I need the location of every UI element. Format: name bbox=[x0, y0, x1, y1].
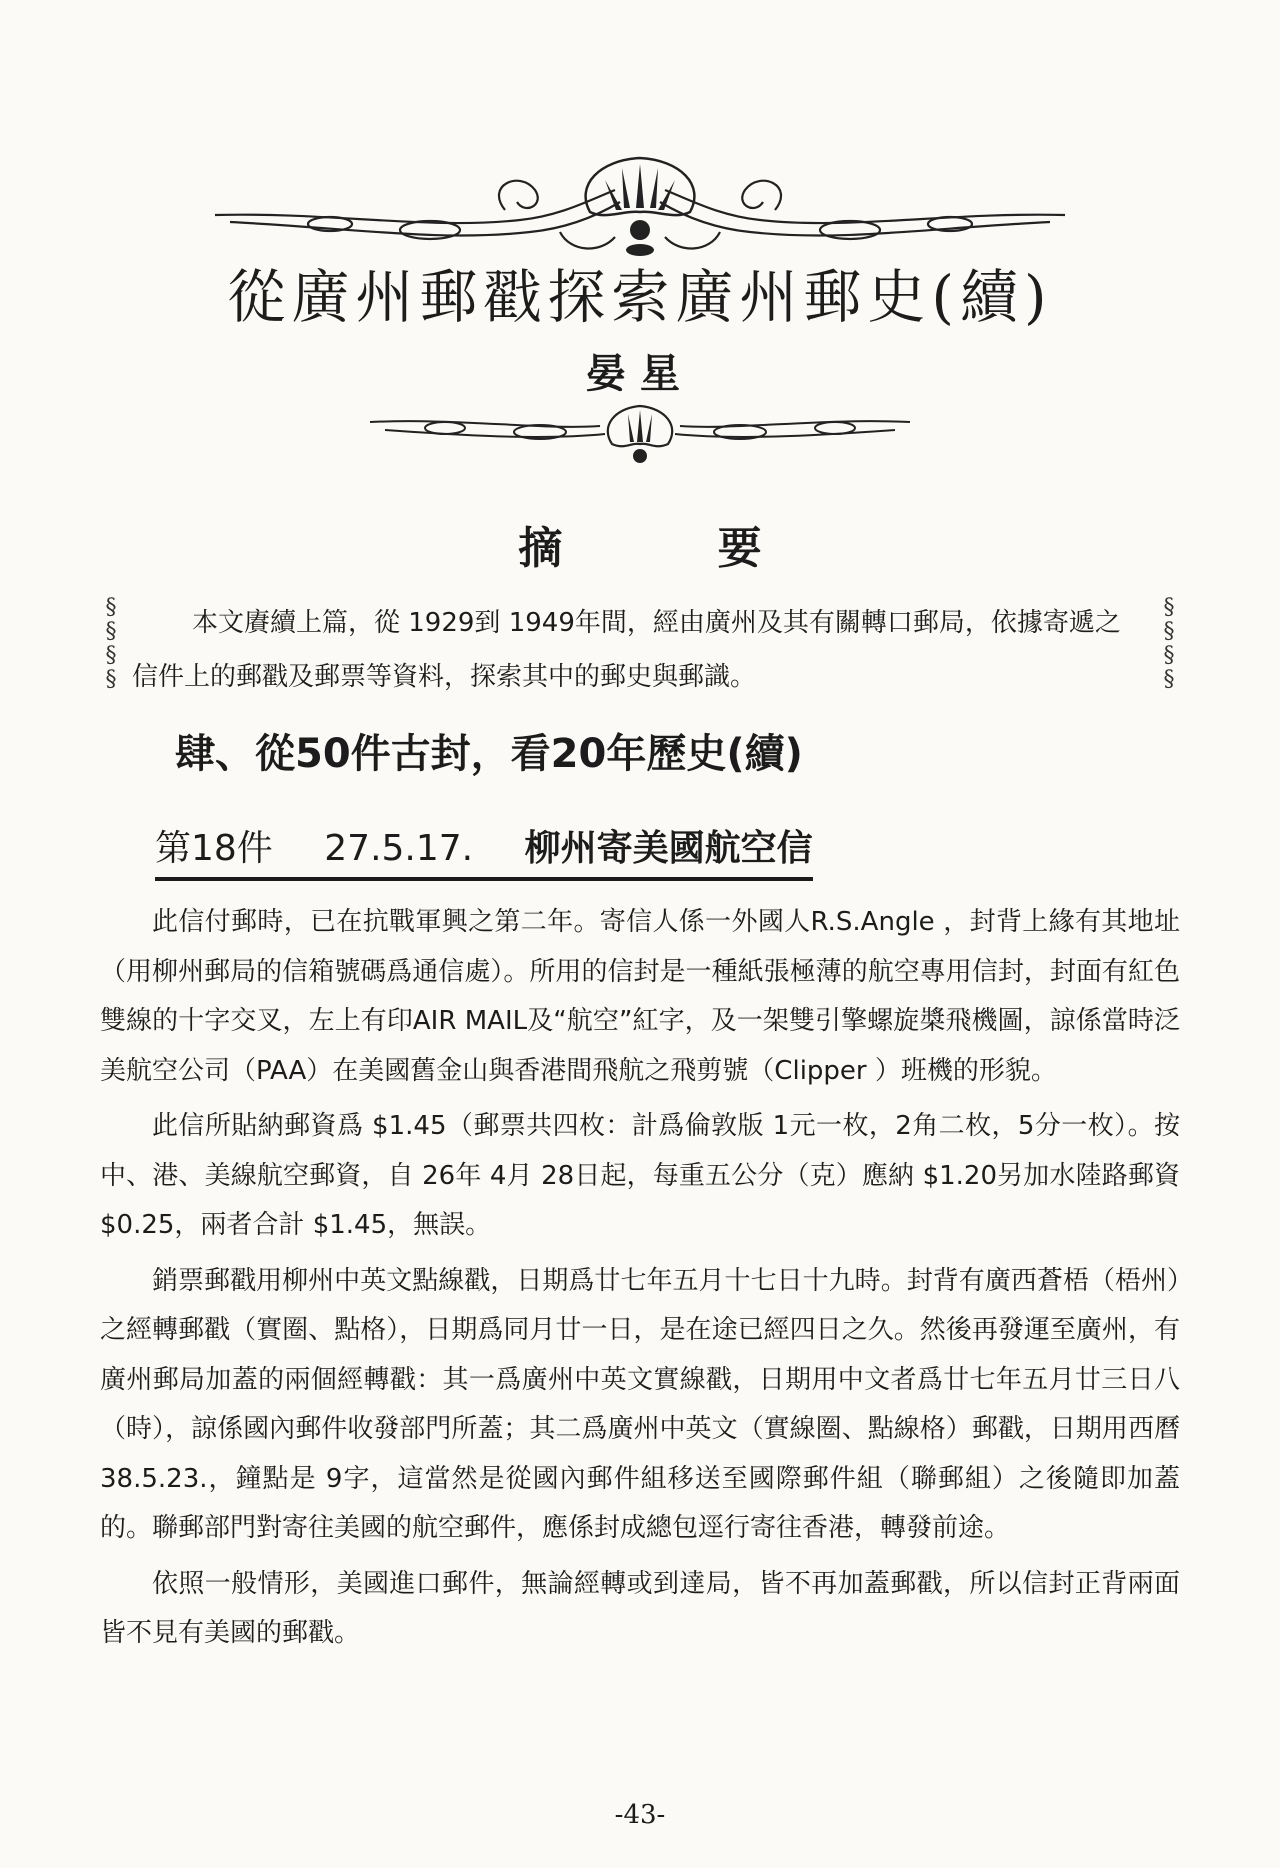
section-mark-right: § § § § bbox=[1163, 595, 1175, 692]
body-text bbox=[100, 898, 1180, 1665]
abstract-box bbox=[100, 596, 1180, 706]
top-ornament-divider bbox=[0, 150, 1280, 260]
item-title: 柳州寄美國航空信 bbox=[524, 828, 813, 869]
abstract-heading: 摘 要 bbox=[518, 523, 832, 574]
article-title: 從廣州郵戳探索廣州郵史(續) bbox=[227, 263, 1053, 331]
middle-ornament-divider bbox=[0, 400, 1280, 470]
paragraph: 此信所貼納郵資爲 $1.45（郵票共四枚：計爲倫敦版 1元一枚，2角二枚，5分一枚）。按中、港、美線航空郵資，自 26年 4月 28日起，每重五公分（克）應納 $1.20另加水陸路郵資 $0.25，兩者合計 $1.45，無誤。 bbox=[100, 1111, 1180, 1240]
section-mark-left: § § § § bbox=[105, 595, 117, 692]
paragraph: 此信付郵時，已在抗戰軍興之第二年。寄信人係一外國人R.S.Angle ，封背上緣有其地址（用柳州郵局的信箱號碼爲通信處）。所用的信封是一種紙張極薄的航空專用信封，封面有紅色雙線的十字交叉，左上有印AIR MAIL及“航空”紅字，及一架雙引擎螺旋槳飛機圖，諒係當時泛美航空公司（PAA）在美國舊金山與香港間飛航之飛剪號（Clipper ）班機的形貌。 bbox=[100, 907, 1180, 1086]
article-author: 晏星 bbox=[586, 351, 694, 397]
item-heading bbox=[155, 820, 813, 881]
paragraph: 依照一般情形，美國進口郵件，無論經轉或到達局，皆不再加蓋郵戳，所以信封正背兩面皆不見有美國的郵戳。 bbox=[100, 1568, 1180, 1648]
item-number: 第18件 bbox=[155, 828, 273, 869]
item-date: 27.5.17. bbox=[324, 828, 474, 869]
abstract-text: 本文賡續上篇，從 1929到 1949年間，經由廣州及其有關轉口郵局，依據寄遞之信件上的郵戳及郵票等資料，探索其中的郵史與郵識。 bbox=[132, 608, 1121, 692]
section-heading: 肆、從50件古封，看20年歷史(續) bbox=[175, 731, 803, 777]
paragraph: 銷票郵戳用柳州中英文點線戳，日期爲廿七年五月十七日十九時。封背有廣西蒼梧（梧州）之經轉郵戳（實圈、點格），日期爲同月廿一日，是在途已經四日之久。然後再發運至廣州，有廣州郵局加蓋的兩個經轉戳：其一爲廣州中英文實線戳，日期用中文者爲廿七年五月廿三日八（時），諒係國內郵件收發部門所蓋；其二爲廣州中英文（實線圈、點線格）郵戳，日期用西曆 38.5.23.，鐘點是 9字，這當然是從國內郵件組移送至國際郵件組（聯郵組）之後隨即加蓋的。聯郵部門對寄往美國的航空郵件，應係封成總包逕行寄往香港，轉發前途。 bbox=[100, 1265, 1180, 1543]
page-number: -43- bbox=[614, 1800, 666, 1830]
